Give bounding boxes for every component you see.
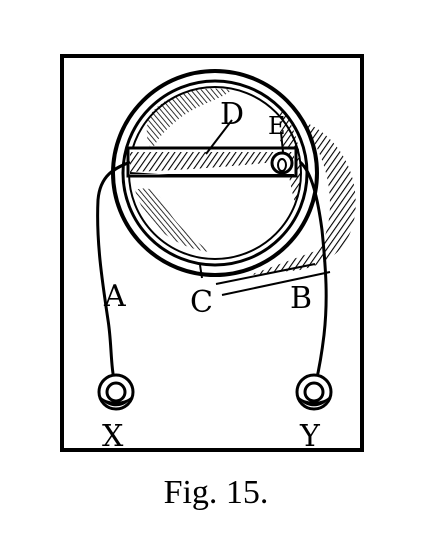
terminal-y xyxy=(297,375,331,409)
label-a: A xyxy=(104,279,126,314)
pivot xyxy=(272,153,292,173)
label-d: D xyxy=(220,97,245,132)
label-x: X xyxy=(102,419,124,454)
label-b: B xyxy=(290,281,313,316)
terminal-x xyxy=(99,375,133,409)
figure-caption: Fig. 15. xyxy=(163,474,269,511)
label-e: E xyxy=(268,112,286,140)
label-c: C xyxy=(190,285,213,320)
label-y: Y xyxy=(300,419,320,454)
